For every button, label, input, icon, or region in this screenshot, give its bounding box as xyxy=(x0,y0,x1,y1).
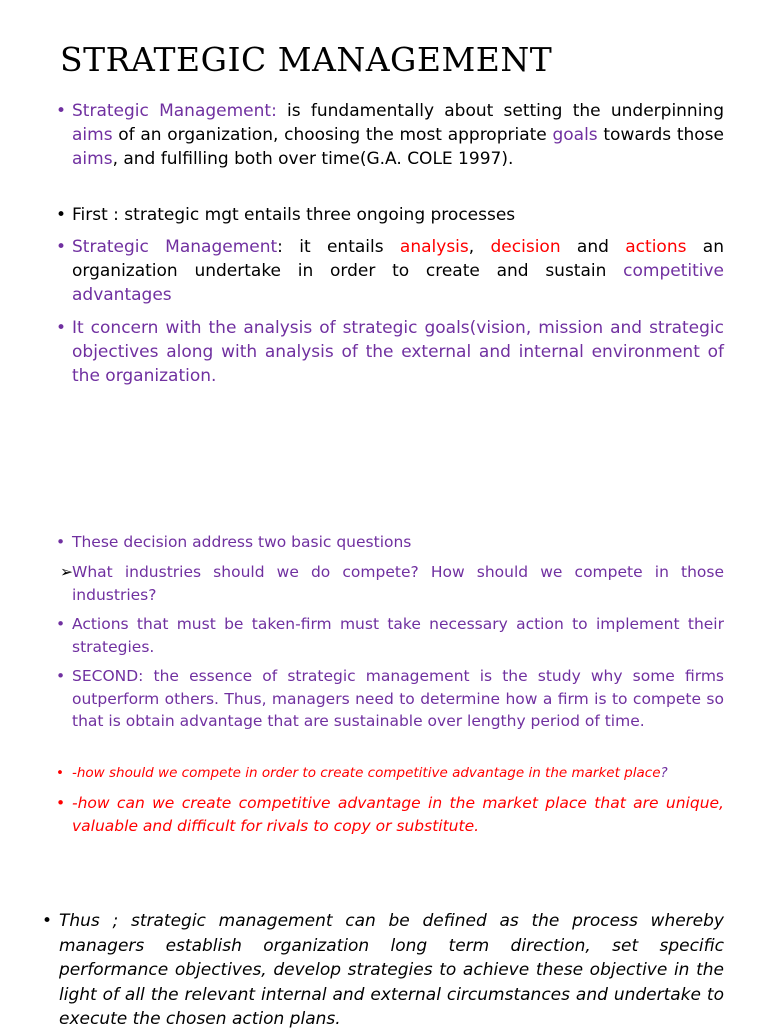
compete-question-text: -how should we compete in order to create competitive advantage in the market place xyxy=(72,765,661,781)
decision-questions-bullet xyxy=(56,531,724,554)
entails-text: and xyxy=(560,237,626,257)
bullet-marker: • xyxy=(56,615,66,633)
bullet-marker: • xyxy=(56,667,66,685)
first-process-text: First : strategic mgt entails three ongoing processes xyxy=(72,205,516,225)
bullet-marker: • xyxy=(42,911,53,931)
term-strategic-management: Strategic Management: xyxy=(72,101,277,121)
actions-bullet xyxy=(56,613,724,658)
analysis-bullet xyxy=(56,316,724,388)
term-analysis: analysis xyxy=(399,237,469,257)
bullet-marker: • xyxy=(56,237,67,257)
unique-advantage-text: -how can we create competitive advantage in the market place that are unique, valuable and difficult for rivals to copy or substitute. xyxy=(72,794,724,835)
unique-advantage-bullet xyxy=(56,792,724,837)
page-title: STRATEGIC MANAGEMENT xyxy=(60,40,553,79)
entails-text: an organization undertake in order to create and sustain xyxy=(72,237,724,281)
actions-text: Actions that must be taken-firm must take necessary action to implement their strategies. xyxy=(72,615,724,656)
entails-text: , xyxy=(468,237,491,257)
term-decision: decision xyxy=(490,237,561,257)
definition-text: of an organization, choosing the most appropriate xyxy=(112,125,553,145)
entails-text: : it entails xyxy=(277,237,400,257)
term-aims: aims xyxy=(72,149,113,169)
industries-question xyxy=(60,561,724,606)
question-mark: ? xyxy=(660,765,668,781)
first-process-bullet xyxy=(56,203,724,227)
bullet-marker: • xyxy=(56,205,67,225)
industries-question-text: What industries should we do compete? How should we compete in those industries? xyxy=(72,563,724,604)
entails-bullet xyxy=(56,235,724,307)
bullet-marker: • xyxy=(56,533,66,551)
analysis-text: It concern with the analysis of strategic goals(vision, mission and strategic objectives along with analysis of the external and internal environment of the organization. xyxy=(72,318,724,386)
term-competitive-advantages: competitive advantages xyxy=(72,261,724,305)
term-actions: actions xyxy=(625,237,687,257)
compete-question-bullet xyxy=(56,762,724,784)
definition-bullet xyxy=(56,99,725,171)
second-essence-text: SECOND: the essence of strategic management is the study why some firms outperform others. Thus, managers need to determine how a firm is to compete so that is obtain advantage that are sustainable over lengthy period of time. xyxy=(72,667,724,730)
decision-questions-text: These decision address two basic questions xyxy=(72,533,412,551)
definition-summary-bullet xyxy=(42,909,724,1032)
term-aims: aims xyxy=(72,125,113,145)
term-strategic-management: Strategic Management xyxy=(72,237,278,257)
definition-text: , and fulfilling both over time(G.A. COLE 1997). xyxy=(112,149,514,169)
term-goals: goals xyxy=(552,125,598,145)
arrow-bullet-icon: ➢ xyxy=(60,563,73,581)
definition-text: is fundamentally about setting the underpinning xyxy=(276,101,725,121)
bullet-marker: • xyxy=(56,794,66,812)
definition-summary-text: Thus ; strategic management can be defined as the process whereby managers establish organization long term direction, set specific performance objectives, develop strategies to achieve these objective in the light of all the relevant internal and external circumstances and undertake to execute the chosen action plans. xyxy=(59,911,724,1029)
bullet-marker: • xyxy=(56,765,64,781)
second-essence-bullet xyxy=(56,665,724,733)
bullet-marker: • xyxy=(56,318,67,338)
bullet-marker: • xyxy=(56,101,67,121)
definition-text: towards those xyxy=(597,125,724,145)
